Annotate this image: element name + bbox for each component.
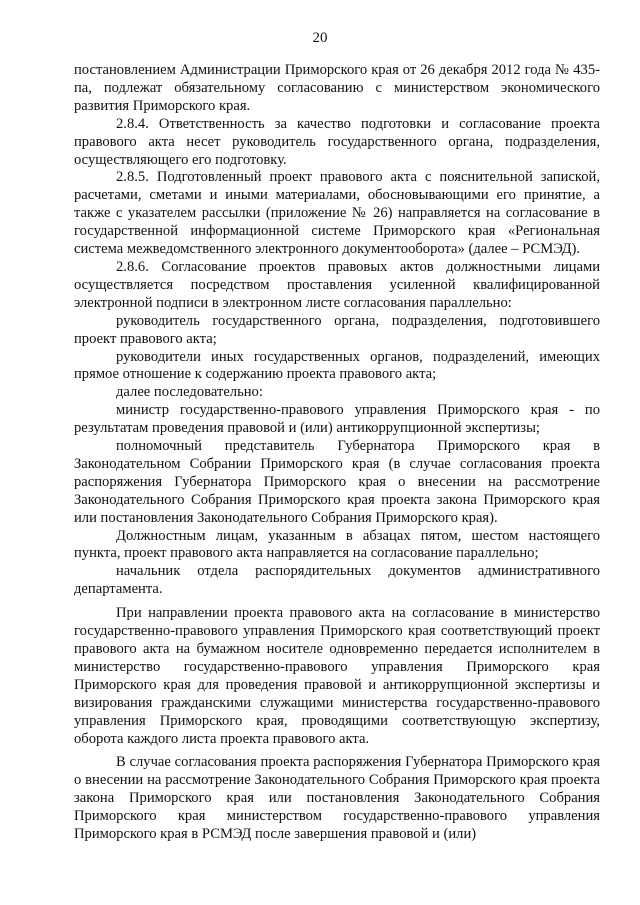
- paragraph-governor-case: В случае согласования проекта распоряжения Губернатора Приморского края о внесении на рассмотрение Законодательного Собрания Приморского края проекта закона Приморского края или постановления Законодательного Собрания Приморского края министерством государственно-правового управления Приморского края в РСМЭД после завершения правовой и (или): [74, 754, 600, 843]
- paragraph-submission: При направлении проекта правового акта на согласование в министерство государственно-правового управления Приморского края соответствующий проект правового акта на бумажном носителе одновременно передается исполнителем в министерство государственно-правового управления Приморского края Приморского края для проведения правовой и антикоррупционной экспертизы и визирования гражданскими служащими министерства государственно-правового управления Приморского края, проводящими соответствующую экспертизу, оборота каждого листа проекта правового акта.: [74, 605, 600, 747]
- paragraph-list-item-6: Должностным лицам, указанным в абзацах пятом, шестом настоящего пункта, проект правового акта направляется на согласование параллельно;: [74, 527, 600, 562]
- paragraph-1: постановлением Администрации Приморского края от 26 декабря 2012 года № 435-па, подлежат обязательному согласованию с министерством экономического развития Приморского края.: [74, 62, 600, 114]
- paragraph-2-8-4: 2.8.4. Ответственность за качество подготовки и согласование проекта правового акта несет руководитель государственного органа, подразделения, осуществляющего его подготовку.: [74, 115, 600, 168]
- document-body: [74, 62, 600, 844]
- paragraph-2-8-5: 2.8.5. Подготовленный проект правового акта с пояснительной запиской, расчетами, сметами и иными материалами, обосновывающими его принятие, а также с указателем рассылки (приложение № 26) направляется на согласование в государственной информационной системе Приморского края «Региональная система межведомственного электронного документооборота» (далее – РСМЭД).: [74, 169, 600, 258]
- paragraph-list-item-7: начальник отдела распорядительных документов административного департамента.: [74, 563, 600, 598]
- paragraph-list-item-3: далее последовательно:: [116, 384, 263, 401]
- page-number: 20: [312, 30, 328, 46]
- paragraph-list-item-5: полномочный представитель Губернатора Приморского края в Законодательном Собрании Приморского края (в случае согласования проекта распоряжения Губернатора Приморского края о внесении на рассмотрение Законодательного Собрания Приморского края проекта закона Приморского края или постановления Законодательного Собрания Приморского края).: [74, 438, 600, 526]
- paragraph-2-8-6: 2.8.6. Согласование проектов правовых актов должностными лицами осуществляется посредством проставления усиленной квалифицированной электронной подписи в электронном листе согласования параллельно:: [74, 258, 600, 311]
- paragraph-list-item-4: министр государственно-правового управления Приморского края - по результатам проведения правовой и (или) антикоррупционной экспертизы;: [74, 402, 600, 437]
- paragraph-list-item-1: руководитель государственного органа, подразделения, подготовившего проект правового акта;: [74, 312, 600, 347]
- paragraph-list-item-2: руководители иных государственных органов, подразделений, имеющих прямое отношение к содержанию проекта правового акта;: [74, 348, 600, 383]
